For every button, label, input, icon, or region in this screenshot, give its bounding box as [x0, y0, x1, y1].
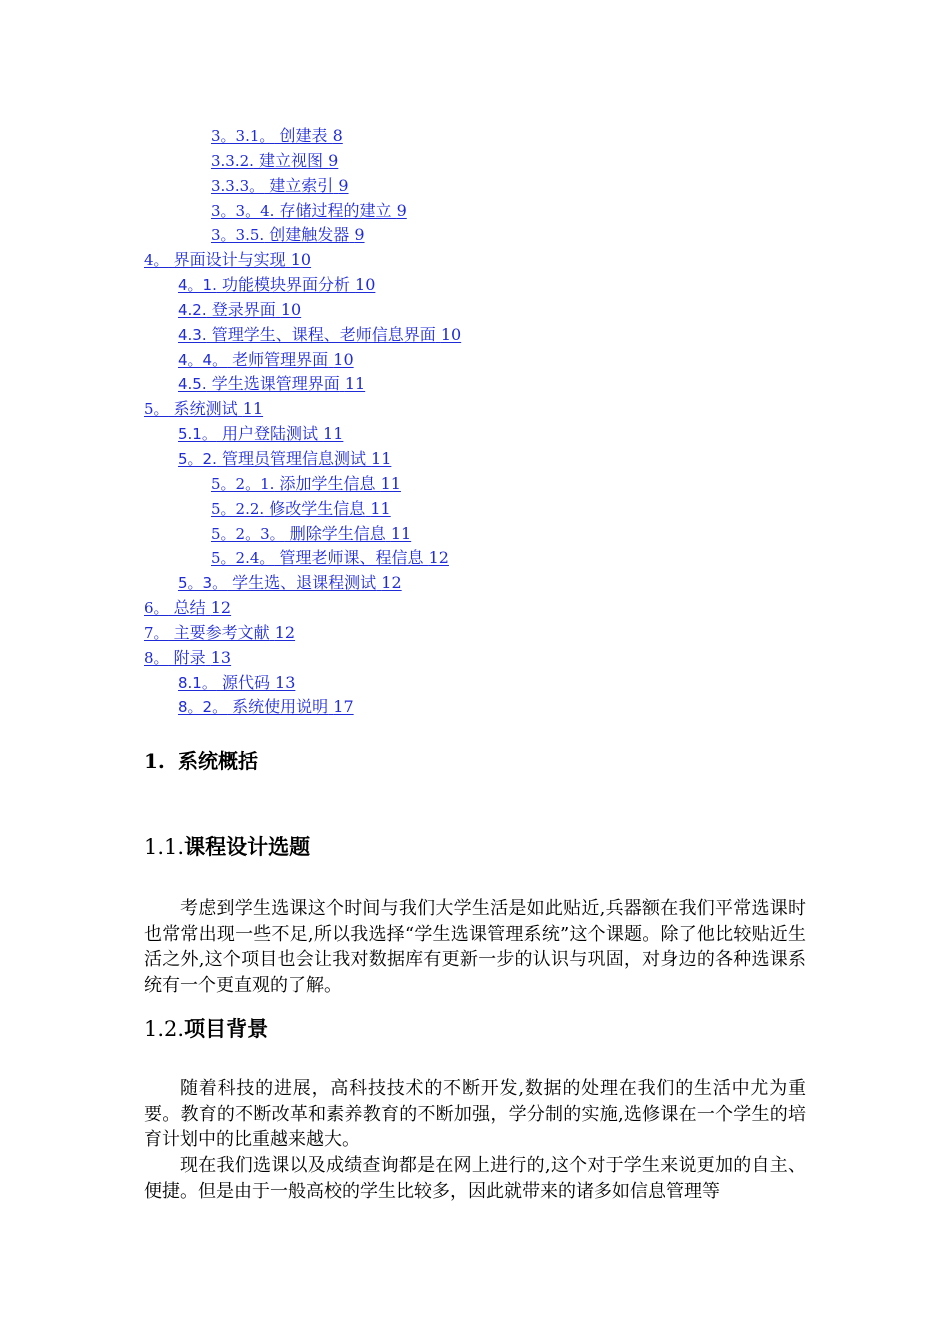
subsection-heading-1-2	[144, 1012, 268, 1046]
toc-item	[0, 298, 950, 323]
section-heading-1	[144, 744, 258, 778]
toc-link[interactable]	[211, 499, 391, 518]
subsection-number: 1.1.	[144, 835, 185, 859]
paragraph-background-2: 现在我们选课以及成绩查询都是在网上进行的,这个对于学生来说更加的自主、便捷。但是由于一般高校的学生比较多，因此就带来的诸多如信息管理等	[144, 1155, 806, 1202]
toc-link[interactable]	[178, 300, 301, 319]
toc-item	[0, 671, 950, 696]
toc-page-number: 17	[333, 697, 354, 717]
toc-title: 附录	[168, 647, 206, 667]
toc-item	[0, 273, 950, 298]
toc-page-number: 13	[210, 647, 232, 667]
toc-title: 界面设计与实现	[168, 250, 286, 270]
toc-page-number: 12	[210, 598, 232, 618]
toc-item	[0, 472, 950, 497]
toc-number: 3.3.3。	[211, 176, 265, 195]
toc-title: 功能模块界面分析	[216, 275, 350, 295]
toc-link[interactable]	[211, 126, 343, 145]
toc-link[interactable]	[211, 176, 349, 195]
toc-item	[0, 372, 950, 397]
toc-title: 老师管理界面	[227, 349, 329, 369]
toc-item	[0, 397, 950, 422]
toc-link[interactable]	[178, 374, 365, 393]
toc-page-number: 11	[344, 374, 366, 394]
toc-title: 修改学生信息	[264, 498, 366, 518]
toc-link[interactable]	[211, 474, 401, 493]
toc-item	[0, 596, 950, 621]
toc-number: 4。1.	[178, 276, 217, 295]
toc-link[interactable]	[144, 399, 263, 418]
subsection-title-text: 课程设计选题	[184, 834, 311, 859]
toc-item	[0, 497, 950, 522]
toc-page-number: 11	[380, 473, 401, 493]
table-of-contents	[0, 124, 950, 720]
toc-page-number: 10	[333, 349, 354, 369]
toc-link[interactable]	[144, 648, 231, 667]
toc-link[interactable]	[211, 225, 365, 244]
toc-link[interactable]	[211, 548, 449, 567]
toc-title: 用户登陆测试	[216, 424, 318, 444]
toc-number: 4。4。	[178, 350, 228, 369]
toc-item	[0, 522, 950, 547]
toc-page-number: 11	[323, 424, 344, 444]
toc-link[interactable]	[178, 697, 354, 716]
toc-item	[0, 571, 950, 596]
toc-item	[0, 174, 950, 199]
toc-title: 主要参考文献	[168, 622, 270, 642]
subsection-title-text: 项目背景	[184, 1016, 269, 1041]
toc-number: 5。2.4。	[211, 549, 275, 568]
toc-title: 源代码	[216, 672, 270, 692]
toc-link[interactable]	[178, 573, 402, 592]
toc-page-number: 9	[338, 175, 349, 195]
toc-number: 4.3.	[178, 325, 207, 344]
toc-item	[0, 323, 950, 348]
toc-link[interactable]	[211, 151, 338, 170]
toc-page-number: 10	[355, 275, 376, 295]
toc-page-number: 12	[274, 622, 296, 642]
toc-number: 5.1。	[178, 425, 217, 444]
toc-number: 5。2.	[178, 449, 217, 468]
toc-page-number: 9	[354, 225, 365, 245]
toc-number: 4.2.	[178, 300, 207, 319]
toc-link[interactable]	[178, 424, 343, 443]
section-number: 1.	[144, 749, 165, 773]
toc-number: 3。3.5.	[211, 226, 265, 245]
toc-item	[0, 621, 950, 646]
toc-number: 6。	[144, 599, 169, 618]
paragraph-topic: 考虑到学生选课这个时间与我们大学生活是如此贴近,兵器额在我们平常选课时也常常出现一些不足,所以我选择“学生选课管理系统”这个课题。除了他比较贴近生活之外,这个项目也会让我对数据库有更新一步的认识与巩固，对身边的各种选课系统有一个更直观的了解。	[144, 898, 806, 996]
toc-item	[0, 695, 950, 720]
toc-link[interactable]	[144, 623, 295, 642]
toc-link[interactable]	[211, 524, 411, 543]
toc-link[interactable]	[178, 350, 354, 369]
toc-title: 管理员管理信息测试	[216, 448, 366, 468]
toc-link[interactable]	[178, 673, 295, 692]
toc-item	[0, 199, 950, 224]
subsection-number: 1.2.	[144, 1017, 185, 1041]
toc-number: 5。2。1.	[211, 474, 275, 493]
toc-title: 管理老师课、程信息	[274, 548, 424, 568]
toc-title: 创建表	[274, 126, 328, 145]
toc-title: 总结	[168, 598, 206, 618]
toc-number: 3。3.1。	[211, 127, 275, 145]
toc-number: 5。3。	[178, 574, 228, 593]
toc-title: 系统测试	[168, 399, 238, 419]
toc-title: 存储过程的建立	[274, 200, 392, 220]
toc-page-number: 11	[371, 448, 392, 468]
toc-item	[0, 348, 950, 373]
toc-item	[0, 422, 950, 447]
toc-number: 8.1。	[178, 673, 217, 692]
toc-page-number: 10	[440, 324, 462, 344]
toc-page-number: 12	[428, 548, 449, 568]
subsection-heading-1-1	[144, 830, 310, 864]
toc-title: 登录界面	[206, 299, 276, 319]
toc-page-number: 11	[242, 399, 264, 419]
toc-title: 删除学生信息	[284, 523, 386, 543]
toc-item	[0, 447, 950, 472]
toc-page-number: 10	[290, 250, 312, 270]
toc-title: 系统使用说明	[227, 697, 329, 717]
toc-page-number: 13	[275, 672, 296, 692]
toc-link[interactable]	[144, 250, 311, 269]
toc-number: 3.3.2.	[211, 151, 254, 170]
toc-number: 3。3。4.	[211, 201, 275, 220]
toc-item	[0, 149, 950, 174]
toc-item	[0, 124, 950, 149]
toc-title: 建立视图	[253, 150, 324, 170]
toc-title: 创建触发器	[264, 225, 350, 245]
toc-title: 管理学生、课程、老师信息界面	[206, 324, 436, 344]
toc-link[interactable]	[178, 449, 391, 468]
toc-title: 学生选课管理界面	[206, 374, 340, 394]
toc-number: 4。	[144, 251, 169, 270]
toc-page-number: 8	[332, 126, 343, 145]
toc-number: 5。	[144, 400, 169, 419]
toc-title: 建立索引	[264, 175, 334, 195]
toc-page-number: 11	[370, 498, 391, 518]
toc-item	[0, 646, 950, 671]
toc-link[interactable]	[178, 325, 461, 344]
toc-title: 学生选、退课程测试	[227, 573, 377, 593]
toc-page-number: 10	[280, 299, 302, 319]
toc-link[interactable]	[178, 275, 375, 294]
toc-link[interactable]	[144, 598, 231, 617]
toc-number: 5。2。3。	[211, 524, 285, 543]
paragraph-background-1: 随着科技的进展，高科技技术的不断开发,数据的处理在我们的生活中尤为重要。教育的不断改革和素养教育的不断加强，学分制的实施,选修课在一个学生的培育计划中的比重越来越大。	[144, 1078, 806, 1150]
toc-page-number: 12	[381, 573, 402, 593]
toc-page-number: 11	[390, 523, 412, 543]
section-title-text: 系统概括	[178, 749, 258, 773]
toc-link[interactable]	[211, 201, 407, 220]
toc-item	[0, 248, 950, 273]
toc-title: 添加学生信息	[274, 473, 376, 493]
toc-item	[0, 546, 950, 571]
toc-number: 8。	[144, 648, 169, 667]
toc-number: 5。2.2.	[211, 499, 265, 518]
toc-number: 7。	[144, 623, 169, 642]
toc-page-number: 9	[328, 150, 339, 170]
toc-number: 4.5.	[178, 375, 207, 394]
toc-number: 8。2。	[178, 698, 228, 717]
toc-page-number: 9	[396, 200, 407, 220]
toc-item	[0, 223, 950, 248]
